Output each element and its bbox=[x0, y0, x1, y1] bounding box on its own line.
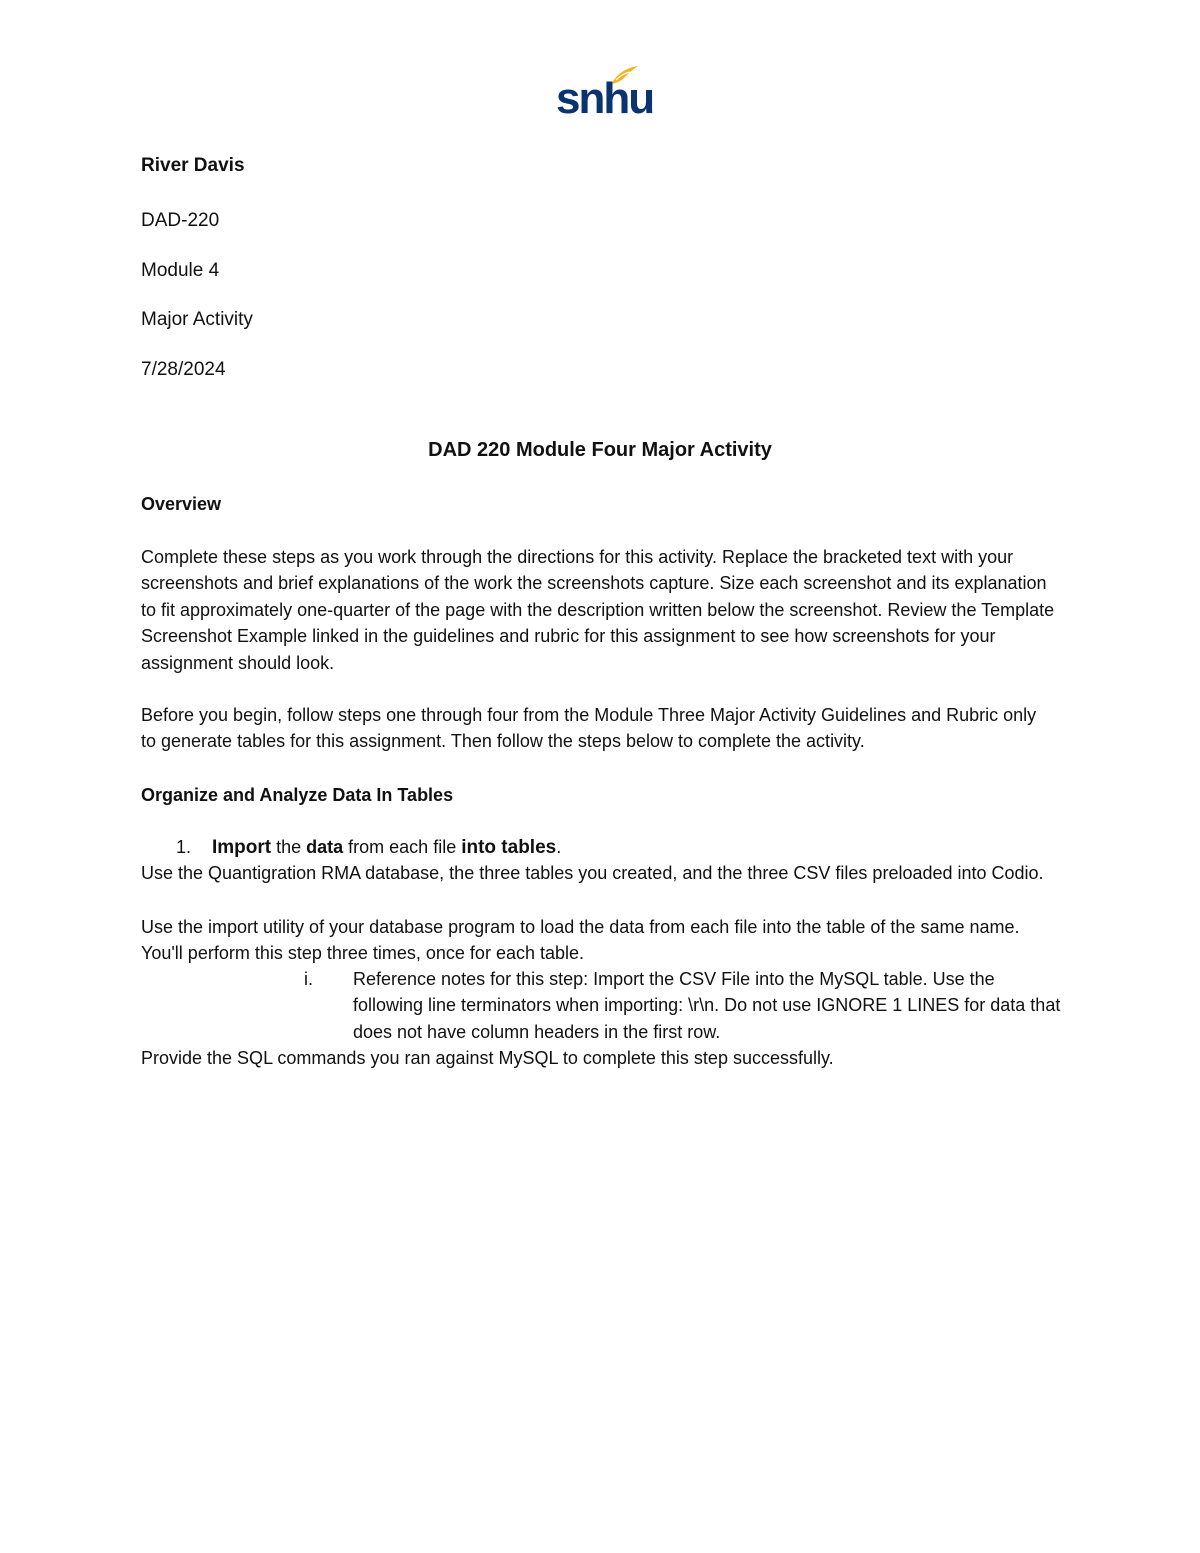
overview-heading: Overview bbox=[141, 494, 222, 514]
course-code: DAD-220 bbox=[141, 210, 220, 231]
step-1-paragraph-3: Provide the SQL commands you ran against MySQL to complete this step successfully. bbox=[141, 1048, 834, 1068]
step-1-paragraph-1: Use the Quantigration RMA database, the three tables you created, and the three CSV files preloaded into Codio. bbox=[141, 863, 1044, 883]
step-1-heading bbox=[176, 834, 561, 861]
step-1-paragraph-2: Use the import utility of your database program to load the data from each file into the table of the same name. You'll perform this step three times, once for each table. bbox=[141, 917, 1020, 964]
logo-wordmark: snhu bbox=[556, 74, 654, 123]
overview-paragraph-2: Before you begin, follow steps one through four from the Module Three Major Activity Guidelines and Rubric only to generate tables for this assignment. Then follow the steps below to complete the activity. bbox=[141, 705, 1037, 752]
document-title: DAD 220 Module Four Major Activity bbox=[428, 439, 772, 461]
step-1-text-a: the bbox=[271, 837, 307, 857]
step-1-word-data: data bbox=[306, 837, 344, 857]
step-1-word-import: Import bbox=[212, 837, 272, 858]
section-heading: Organize and Analyze Data In Tables bbox=[141, 785, 454, 805]
step-1-period: . bbox=[556, 837, 562, 857]
snhu-logo bbox=[552, 62, 654, 124]
step-1-word-into-tables: into tables bbox=[461, 837, 557, 858]
module-label: Module 4 bbox=[141, 260, 220, 281]
overview-paragraph-1: Complete these steps as you work through the directions for this activity. Replace the bracketed text with your screenshots and brief explanations of the work the screenshots capture. Size each screenshot and its explanation to fit approximately one-quarter of the page with the description written below the screenshot. Review the Template Screenshot Example linked in the guidelines and rubric for this assignment to see how screenshots for your assignment should look. bbox=[141, 547, 1055, 673]
sub-item-text: Reference notes for this step: Import the CSV File into the MySQL table. Use the following line terminators when importing: \r\n. Do not use IGNORE 1 LINES for data that does not have column headers in the first row. bbox=[353, 969, 1061, 1042]
sub-item-marker: i. bbox=[304, 969, 313, 989]
author-name: River Davis bbox=[141, 155, 245, 176]
date-label: 7/28/2024 bbox=[141, 359, 226, 380]
assignment-label: Major Activity bbox=[141, 309, 253, 330]
step-1-number: 1. bbox=[176, 837, 192, 857]
step-1-sub-item bbox=[304, 966, 1064, 1045]
step-1-text-b: from each file bbox=[343, 837, 462, 857]
